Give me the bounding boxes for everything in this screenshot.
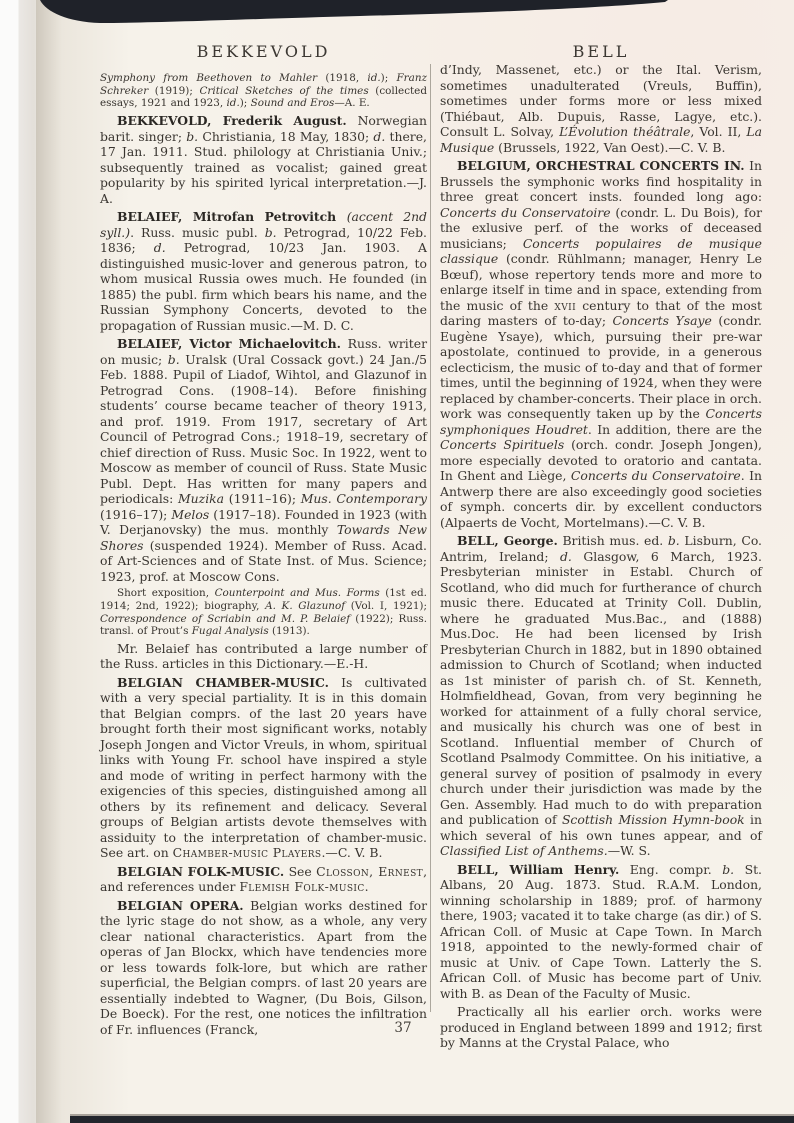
book-page xyxy=(36,0,794,1123)
entry-belaief-victor-note: Mr. Belaief has contributed a large number of the Russ. articles in this Dictionary.—E.-H. xyxy=(100,640,427,672)
entry-belaief-victor: BELAIEF, Victor Michaelovitch. Russ. writer on music; b. Uralsk (Ural Cossack govt.) 24 Jan./5 Feb. 1888. Pupil of Liadof, Wihtol, and Glazunof in Petrograd Cons. (1908–14). Before finishing students’ course became teacher of theory 1913, and prof. 1919. From 1917, secretary of Art Council of Petrograd Cons.; 1918–19, secretary of chief direction of Russ. Music Soc. In 1922, went to Moscow as member of council of Russ. State Music Publ. Dept. Has written for many papers and periodicals: Muzika (1911–16); Mus. Contemporary (1916–17); Melos (1917–18). Founded in 1923 (with V. Derjanovsky) the mus. monthly Towards New Shores (suspended 1924). Member of Russ. Acad. of Art-Sciences and of State Inst. of Mus. Science; 1923, prof. at Moscow Cons. xyxy=(100,336,428,584)
right-column xyxy=(440,62,762,1054)
column-divider xyxy=(430,64,431,1012)
book-cover-top-edge xyxy=(0,0,794,30)
left-column xyxy=(100,72,427,1040)
entry-continuation-schreker-bibliography: Symphony from Beethoven to Mahler (1918, id.); Franz Schreker (1919); Critical Sketches of the times (collected essays, 1921 and 1923, id.); Sound and Eros—A. E. xyxy=(100,72,428,110)
entry-bekkevold-frederik: BEKKEVOLD, Frederik August. Norwegian barit. singer; b. Christiania, 18 May, 1830; d. there, 17 Jan. 1911. Stud. philology at Christiania Univ.; subsequently trained as vocalist; gained great popularity by his spirited lyrical interpretation.—J. A. xyxy=(100,113,427,206)
running-head-left: BEKKEVOLD xyxy=(196,42,331,61)
running-head-right: BELL xyxy=(572,42,630,61)
entry-bell-george: BELL, George. British mus. ed. b. Lisburn, Co. Antrim, Ireland; d. Glasgow, 6 March, 1923. Presbyterian minister in Establ. Church of Scotland, who did much for furtherance of church music there. Educated at Trinity Coll. Dublin, where he graduated Mus.Bac., and (1888) Mus.Doc. He had been licensed by Irish Presbyterian Church in 1882, but in 1890 obtained admission to Church of Scotland; when inducted as 1st minister of parish ch. of St. Kenneth, Holmfieldhead, Govan, from very beginning he worked for attainment of a fully choral service, and musically his church was one of best in Scotland. Influential member of Church of Scotland Psalmody Committee. On his initiative, a general survey of position of psalmody in every church under their jurisdiction was made by the Gen. Assembly. Had much to do with preparation and publication of Scottish Mission Hymn-book in which several of his own tunes appear, and of Classified List of Anthems.—W. S. xyxy=(440,533,762,858)
entry-belgian-opera: BELGIAN OPERA. Belgian works destined for the lyric stage do not show, as a whole, any very clear national characteristics. Apart from the operas of Jan Blockx, which have tendencies more or less towards folk-lore, but which are rather superficial, the Belgian comprs. of last 20 years are essentially indebted to Wagner, (Du Bois, Gilson, De Boeck). For the rest, one notices the infiltration of Fr. influences (Franck, xyxy=(100,897,427,1037)
page-number: 37 xyxy=(394,1020,412,1036)
entry-belgian-folk-music: BELGIAN FOLK-MUSIC. See Closson, Ernest, and references under Flemish Folk-music. xyxy=(100,863,428,895)
entry-belgian-opera-continuation: d’Indy, Massenet, etc.) or the Ital. Verism, sometimes unadulterated (Vreuls, Buffin), sometimes under forms more or less mixed (Thiébaut, Alb. Dupuis, Rasse, Lagye, etc.). Consult L. Solvay, L’Évolution théâtrale, Vol. II, La Musique (Brussels, 1922, Van Oest).—C. V. B. xyxy=(440,62,762,155)
entry-belgium-orchestral-concerts: BELGIUM, ORCHESTRAL CONCERTS IN. In Brussels the symphonic works find hospitality in three great concert insts. founded long ago: Concerts du Conservatoire (condr. L. Du Bois), for the exlusive perf. of the works of deceased musicians; Concerts populaires de musique classique (condr. Rühlmann; manager, Henry Le Bœuf), whose repertory tends more and more to enlarge itself in time and in space, extending from the music of the xvii century to that of the most daring masters of to-day; Concerts Ysaye (condr. Eugène Ysaye), which, pursuing their pre-war apostolate, continued to provide, in a generous eclecticism, the music of to-day and that of former times, until the beginning of 1924, when they were replaced by chamber-concerts. Their place in orch. work was consequently taken up by the Concerts symphoniques Houdret. In addition, there are the Concerts Spirituels (orch. condr. Joseph Jongen), more especially devoted to oratorio and cantata. In Ghent and Liège, Concerts du Conservatoire. In Antwerp there are also exceedingly good societies of symph. concerts dir. by excellent conductors (Alpaerts de Vocht, Mortelmans).—C. V. B. xyxy=(440,158,762,530)
entry-belaief-victor-bibliography: Short exposition, Counterpoint and Mus. Forms (1st ed. 1914; 2nd, 1922); biography, A. K. Glazunof (Vol. I, 1921); Correspondence of Scriabin and M. P. Belaief (1922); Russ. transl. of Prout’s Fugal Analysis (1913). xyxy=(100,587,427,638)
entry-belgian-chamber-music: BELGIAN CHAMBER-MUSIC. Is cultivated with a very special partiality. It is in this domain that Belgian comprs. of the last 20 years have brought forth their most significant works, notably Joseph Jongen and Victor Vreuls, in whom, spiritual links with Young Fr. school have inspired a style and mode of writing in perfect harmony with the exigencies of this species, distinguished among all others by its refinement and delicacy. Several groups of Belgian artists devote themselves with assiduity to the interpretation of chamber-music. See art. on Chamber-music Players.—C. V. B. xyxy=(100,674,427,861)
entry-belaief-mitrofan: BELAIEF, Mitrofan Petrovitch (accent 2nd syll.). Russ. music publ. b. Petrograd, 10/22 Feb. 1836; d. Petrograd, 10/23 Jan. 1903. A distinguished music-lover and generous patron, to whom musical Russia owes much. He founded (in 1885) the publ. firm which bears his name, and the Russian Symphony Concerts, devoted to the propagation of Russian music.—M. D. C. xyxy=(100,209,427,333)
entry-bell-william-henry: BELL, William Henry. Eng. compr. b. St. Albans, 20 Aug. 1873. Stud. R.A.M. London, winning scholarship in 1889; prof. of harmony there, 1903; vacated it to take charge (as dir.) of S. African Coll. of Music at Cape Town. In March 1918, appointed to the newly-formed chair of music at Univ. of Cape Town. Latterly the S. African Coll. of Music has become part of Univ. with B. as Dean of the Faculty of Music. xyxy=(440,861,762,1001)
entry-bell-william-henry-continued: Practically all his earlier orch. works were produced in England between 1899 and 1912; first by Manns at the Crystal Palace, who xyxy=(440,1004,762,1050)
book-cover-bottom-edge xyxy=(70,1114,794,1123)
